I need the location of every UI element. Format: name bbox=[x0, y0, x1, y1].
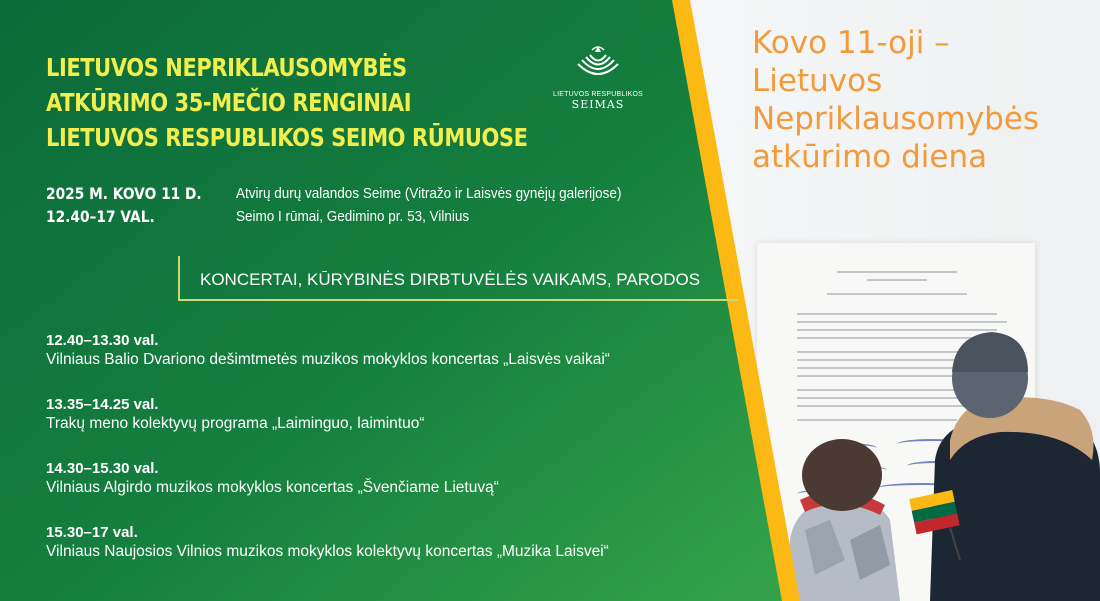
event-name: Trakų meno kolektyvų programa „Laiminguo, laimintuo“ bbox=[46, 415, 425, 432]
event-name: Vilniaus Balio Dvariono dešimtmetės muzikos mokyklos koncertas „Laisvės vaikai“ bbox=[46, 351, 610, 368]
section-title: KONCERTAI, KŪRYBINĖS DIRBTUVĖLĖS VAIKAMS, PARODOS bbox=[200, 270, 701, 289]
side-title-line: atkūrimo diena bbox=[752, 139, 988, 175]
side-title-line: Lietuvos bbox=[752, 63, 883, 99]
schedule-description bbox=[236, 182, 621, 228]
event-name: Vilniaus Algirdo muzikos mokyklos koncertas „Švenčiame Lietuvą“ bbox=[46, 479, 499, 496]
side-title-line: Kovo 11-oji – bbox=[752, 25, 950, 61]
event-item bbox=[46, 331, 610, 395]
event-time: 15.30–17 val. bbox=[46, 524, 138, 541]
section-bracket-vertical bbox=[178, 256, 180, 301]
schedule-address: Seimo I rūmai, Gedimino pr. 53, Vilnius bbox=[236, 208, 470, 225]
event-item bbox=[46, 395, 610, 459]
schedule-date: 2025 M. KOVO 11 D. bbox=[46, 184, 202, 203]
schedule-desc: Atvirų durų valandos Seime (Vitražo ir Laisvės gynėjų galerijose) bbox=[236, 185, 622, 202]
logo-line: LIETUVOS RESPUBLIKOS bbox=[553, 91, 643, 98]
side-title-line: Nepriklausomybės bbox=[752, 101, 1040, 137]
event-name: Vilniaus Naujosios Vilnios muzikos mokyklos kolektyvų koncertas „Muzika Laisvei“ bbox=[46, 543, 609, 560]
schedule-datetime bbox=[46, 182, 202, 228]
seimas-logo bbox=[550, 42, 646, 111]
title-line: LIETUVOS RESPUBLIKOS SEIMO RŪMUOSE bbox=[46, 123, 528, 152]
logo-line: SEIMAS bbox=[571, 98, 625, 111]
event-time: 13.35–14.25 val. bbox=[46, 396, 159, 413]
page-title bbox=[46, 50, 528, 155]
schedule-time: 12.40–17 VAL. bbox=[46, 207, 155, 226]
event-time: 14.30–15.30 val. bbox=[46, 460, 159, 477]
title-line: ATKŪRIMO 35-MEČIO RENGINIAI bbox=[46, 88, 412, 117]
section-bracket-horizontal bbox=[178, 299, 738, 301]
title-line: LIETUVOS NEPRIKLAUSOMYBĖS bbox=[46, 53, 407, 82]
seimas-emblem-icon bbox=[568, 42, 628, 82]
events-list bbox=[46, 331, 610, 587]
event-item bbox=[46, 459, 610, 523]
event-item bbox=[46, 523, 610, 587]
event-time: 12.40–13.30 val. bbox=[46, 332, 159, 349]
